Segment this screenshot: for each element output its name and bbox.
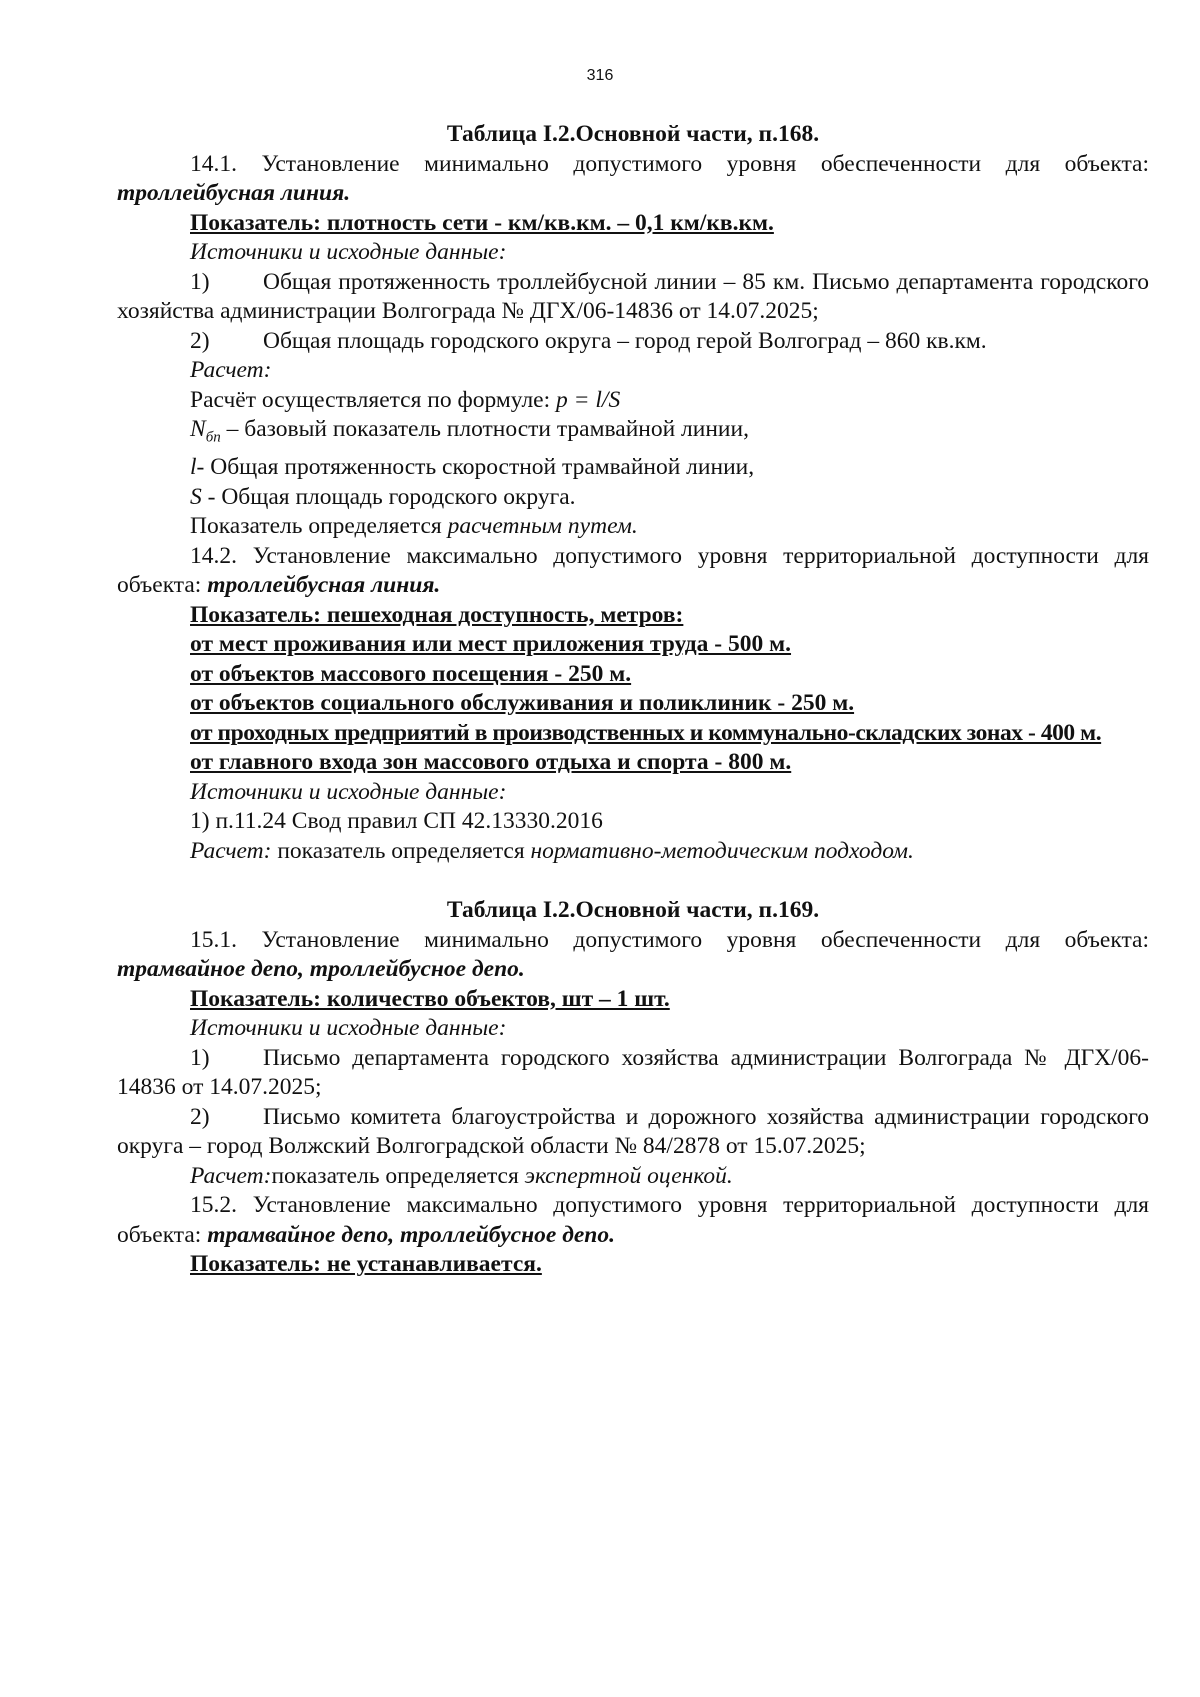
variable-symbol: S	[190, 483, 202, 510]
item-14-2	[117, 542, 1149, 601]
item-14-1	[117, 150, 1149, 209]
source-item	[117, 1044, 1149, 1103]
calc-text: показатель определяется	[271, 837, 531, 864]
indicator-count: Показатель: количество объектов, шт – 1 шт.	[190, 985, 670, 1012]
indicator-walking-line: от главного входа зон массового отдыха и спорта - 800 м.	[190, 749, 792, 776]
variable-definition	[117, 483, 1149, 513]
calc-line	[117, 837, 1149, 867]
sources-label: Источники и исходные данные:	[190, 1015, 507, 1042]
indicator-density: Показатель: плотность сети - км/кв.км. – 0,1 км/кв.км.	[190, 209, 774, 236]
calc-label: Расчет:	[190, 357, 272, 383]
source-text: Общая протяженность троллейбусной линии – 85 км. Письмо департамента городского хозяйства администрации Волгограда № ДГХ/06-14836 от 14.07.2025;	[117, 268, 1149, 324]
variable-symbol: l	[190, 454, 197, 481]
variable-text: - Общая протяженность скоростной трамвайной линии,	[196, 454, 755, 481]
source-item	[117, 1103, 1149, 1162]
indicator-walking-line: от объектов массового посещения - 250 м.	[190, 660, 632, 687]
formula: p = l/S	[556, 386, 621, 413]
sources-label: Источники и исходные данные:	[190, 239, 507, 265]
source-number: 1)	[190, 1044, 210, 1071]
calc-text: показатель определяется	[271, 1162, 525, 1189]
source-text: Письмо комитета благоустройства и дорожного хозяйства администрации городского округа – город Волжский Волгоградской области № 84/2878 от 15.07.2025;	[117, 1103, 1149, 1160]
calc-label: Расчет:	[190, 837, 272, 864]
item-14-1-intro: 14.1. Установление минимально допустимого уровня обеспеченности для объекта:	[190, 150, 1149, 177]
indicator-walking-line: от мест проживания или мест приложения труда - 500 м.	[190, 631, 792, 658]
item-14-2-object: троллейбусная линия.	[207, 572, 441, 599]
item-15-1-object: трамвайное депо, троллейбусное депо.	[117, 956, 525, 983]
formula-line	[117, 386, 1149, 416]
calc-method: экспертной оценкой.	[524, 1162, 733, 1189]
item-15-2-object: трамвайное депо, троллейбусное депо.	[207, 1221, 615, 1248]
section-gap	[117, 866, 1149, 896]
page-number: 316	[586, 67, 614, 84]
variable-definition	[117, 415, 1149, 453]
source-text: Письмо департамента городского хозяйства администрации Волгограда № ДГХ/06-14836 от 14.07.2025;	[117, 1044, 1149, 1101]
method-value: расчетным путем.	[447, 513, 638, 540]
section-title-169: Таблица I.2.Основной части, п.169.	[446, 897, 820, 924]
section-title-168: Таблица I.2.Основной части, п.168.	[446, 121, 820, 147]
item-15-1	[117, 926, 1149, 985]
indicator-walking-line: от объектов социального обслуживания и поликлиник - 250 м.	[190, 690, 855, 717]
method-line	[117, 512, 1149, 542]
variable-symbol: N	[190, 416, 206, 442]
calc-line	[117, 1162, 1149, 1192]
variable-text: – базовый показатель плотности трамвайной линии,	[220, 416, 749, 442]
method-text: Показатель определяется	[190, 513, 448, 540]
item-15-2	[117, 1191, 1149, 1250]
calc-method: нормативно-методическим подходом.	[530, 837, 914, 864]
indicator-not-set: Показатель: не устанавливается.	[190, 1251, 542, 1278]
item-15-1-intro: 15.1. Установление минимально допустимого уровня обеспеченности для объекта:	[190, 926, 1149, 953]
variable-subscript: бп	[205, 429, 221, 446]
source-item	[117, 268, 1149, 327]
page-content	[117, 120, 1149, 1280]
calc-label: Расчет:	[190, 1162, 272, 1189]
formula-text: Расчёт осуществляется по формуле:	[190, 386, 557, 413]
item-14-2-intro: 14.2. Установление максимально допустимого уровня территориальной доступности для объекта:	[117, 542, 1149, 599]
indicator-walking-line: от проходных предприятий в производственных и коммунально-складских зонах - 400 м.	[190, 719, 1102, 746]
source-number: 2)	[190, 327, 210, 354]
source-number: 2)	[190, 1103, 210, 1130]
source-number: 1)	[190, 268, 210, 295]
item-15-2-intro: 15.2. Установление максимально допустимого уровня территориальной доступности для объекта:	[117, 1192, 1149, 1248]
variable-definition	[117, 453, 1149, 483]
sources-label: Источники и исходные данные:	[190, 778, 507, 805]
item-14-1-object: троллейбусная линия.	[117, 180, 351, 206]
variable-text: - Общая площадь городского округа.	[201, 483, 576, 510]
source-item	[117, 327, 1149, 357]
indicator-walking: Показатель: пешеходная доступность, метров:	[190, 601, 684, 628]
source-text: Общая площадь городского округа – город герой Волгоград – 860 кв.км.	[263, 327, 987, 354]
source-item: 1) п.11.24 Свод правил СП 42.13330.2016	[190, 808, 603, 835]
